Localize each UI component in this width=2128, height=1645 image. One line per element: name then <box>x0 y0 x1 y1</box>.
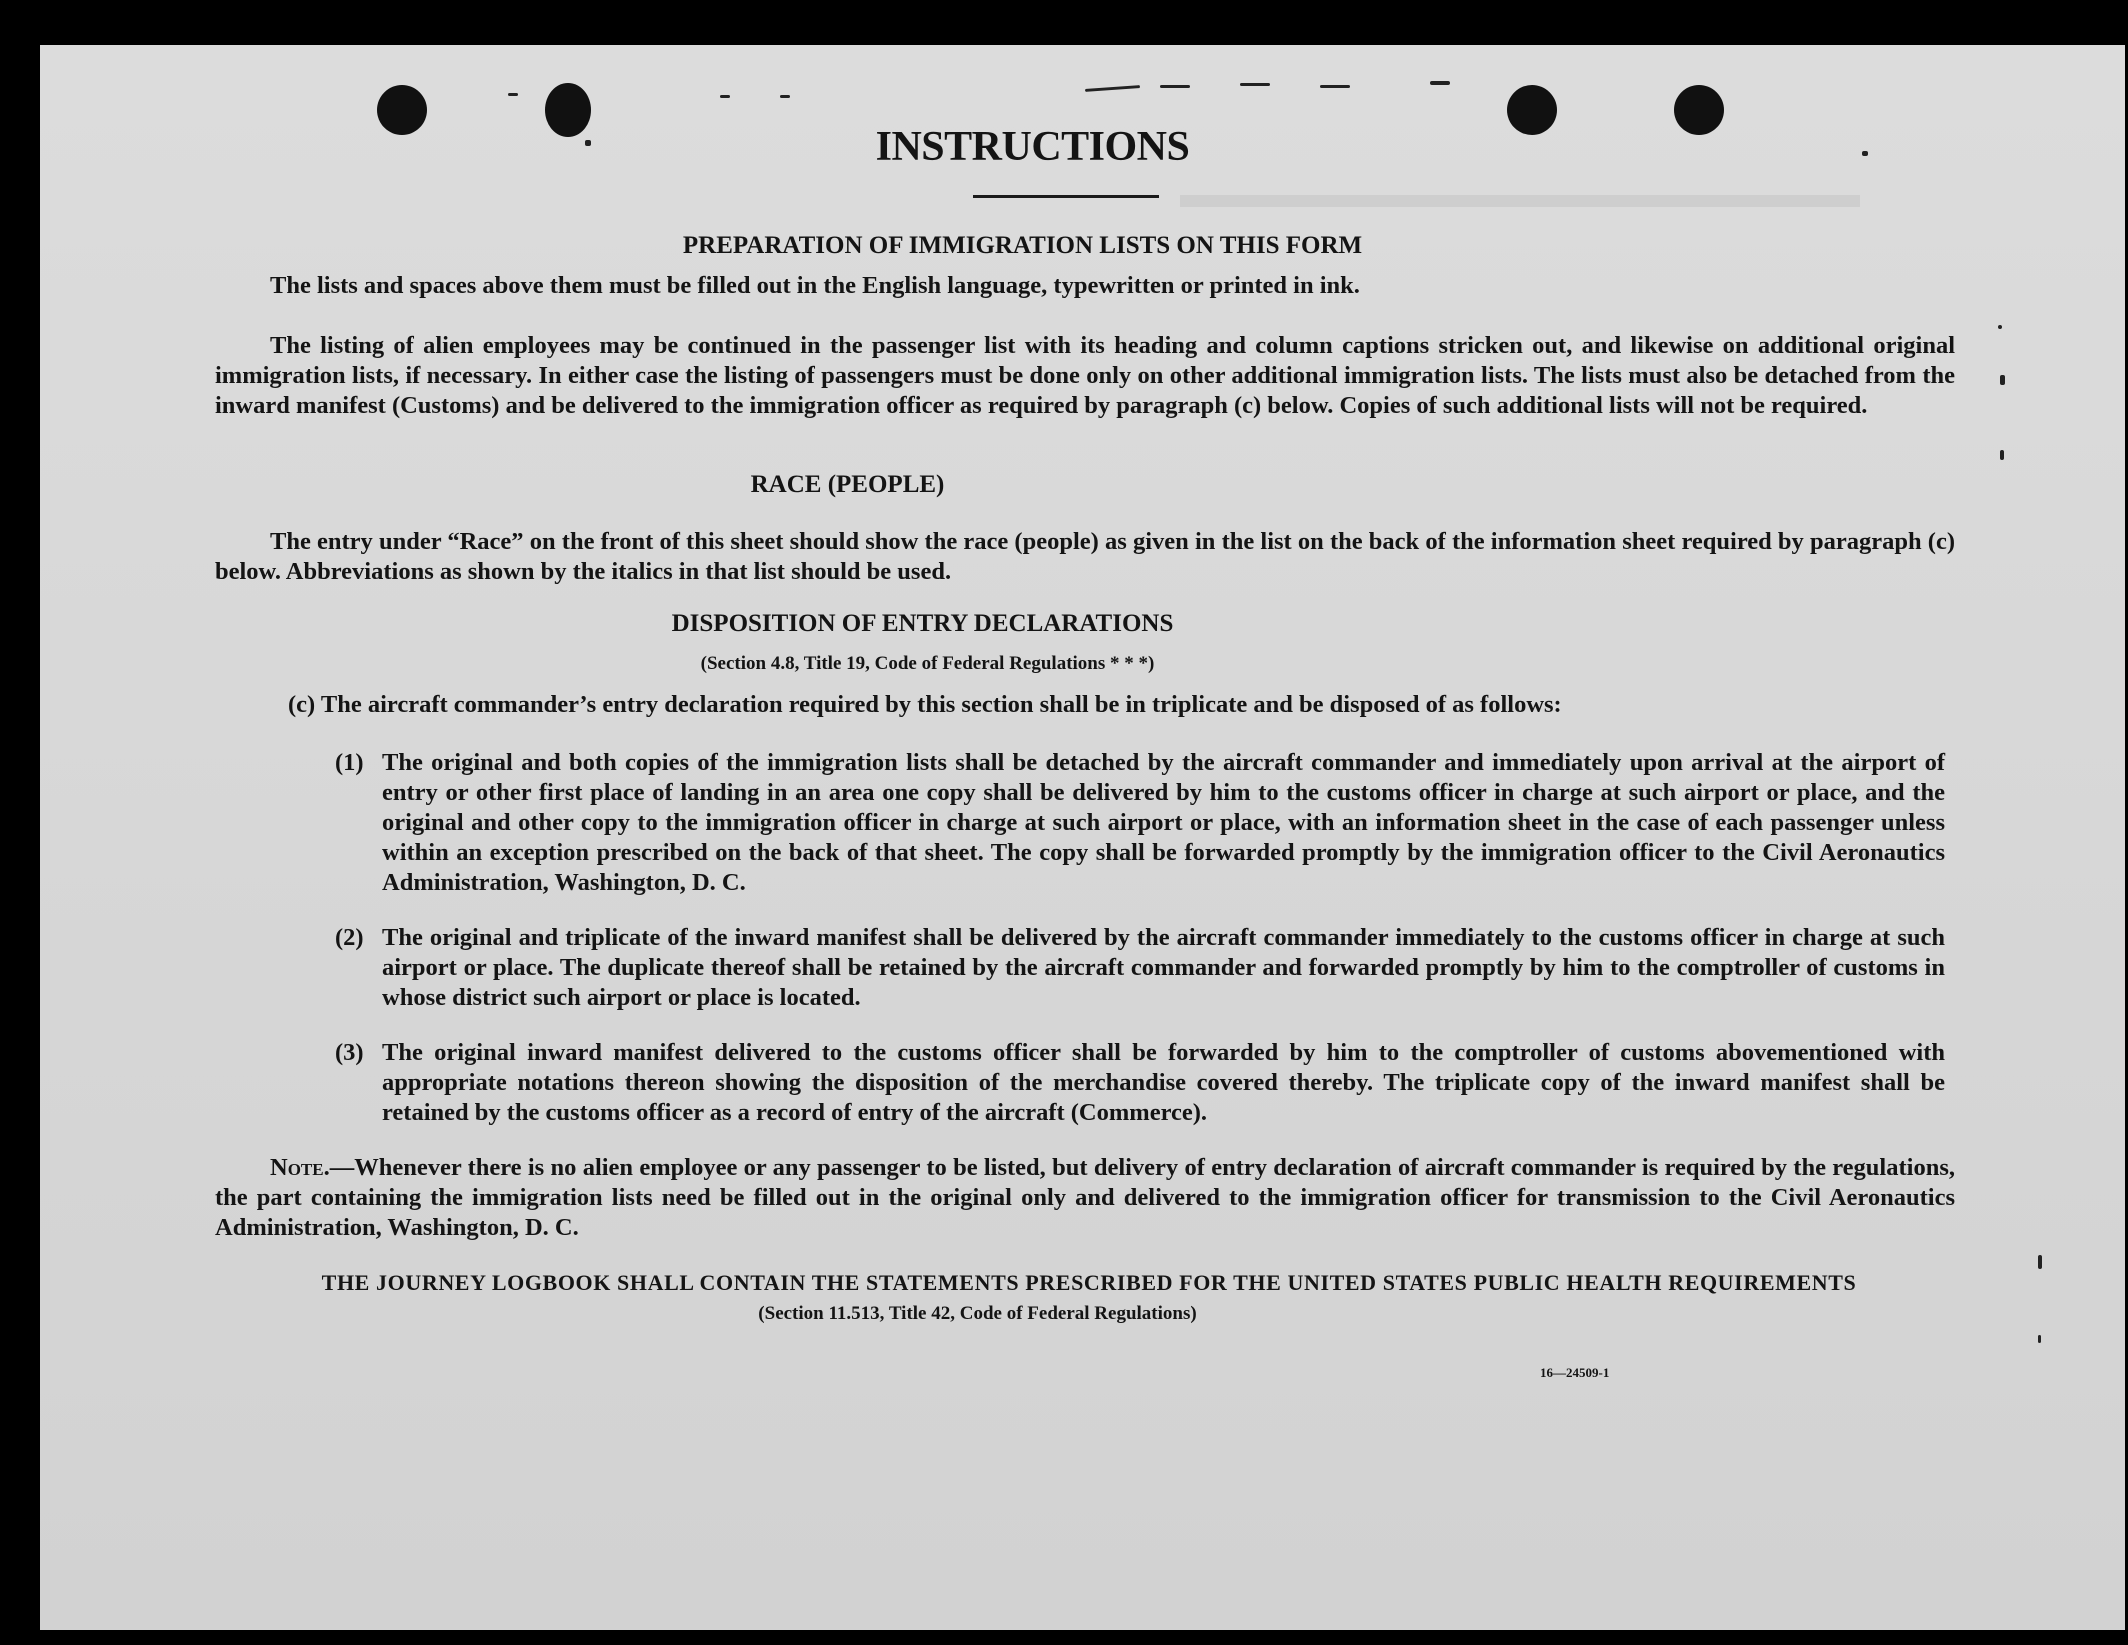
document-page <box>40 45 2125 1630</box>
speck-mark <box>1998 325 2002 329</box>
race-heading: RACE (PEOPLE) <box>750 471 945 498</box>
item-text: The original inward manifest delivered to the customs officer shall be forwarded by him to the comptroller of customs abovementioned with appropriate notations thereon showing the disposition of the merchandise covered thereby. The triplicate copy of the inward manifest shall be retained by the customs officer as a record of entry of the aircraft (Commerce). <box>382 1039 1945 1126</box>
note-paragraph <box>215 1153 1955 1243</box>
speck-mark <box>1320 85 1350 88</box>
race-para: The entry under “Race” on the front of this sheet should show the race (people) as given in the list on the back of the information sheet required by paragraph (c) below. Abbreviations as shown by the italics in that list should be used. <box>215 528 1955 585</box>
item-number: (2) <box>335 924 364 951</box>
preparation-heading: PREPARATION OF IMMIGRATION LISTS ON THIS FORM <box>682 232 1363 259</box>
public-health-requirement: THE JOURNEY LOGBOOK SHALL CONTAIN THE STATEMENTS PRESCRIBED FOR THE UNITED STATES PUBLIC HEALTH REQUIREMENTS <box>321 1270 1857 1295</box>
note-text: —Whenever there is no alien employee or any passenger to be listed, but delivery of entry declaration of aircraft commander is required by the regulations, the part containing the immigration lists need be filled out in the original only and delivered to the immigration officer for transmission to the Civil Aeronautics Administration, Washington, D. C. <box>215 1154 1955 1241</box>
speck-mark <box>2038 1335 2041 1343</box>
page-title: INSTRUCTIONS <box>875 124 1190 170</box>
speck-mark <box>1085 85 1140 92</box>
speck-mark <box>2038 1255 2042 1269</box>
disposition-item <box>335 923 1945 1013</box>
disposition-item <box>335 1038 1945 1128</box>
item-text: The original and triplicate of the inward manifest shall be delivered by the aircraft commander immediately to the customs officer in charge at such airport or place. The duplicate thereof shall be retained by the aircraft commander and forwarded promptly by him to the comptroller of customs in whose district such airport or place is located. <box>382 924 1945 1011</box>
preparation-para-1: The lists and spaces above them must be filled out in the English language, typewritten or printed in ink. <box>270 272 1360 299</box>
disposition-subheading: (Section 4.8, Title 19, Code of Federal Regulations * * *) <box>700 653 1155 674</box>
item-number: (1) <box>335 749 364 776</box>
disposition-item <box>335 748 1945 898</box>
public-health-citation: (Section 11.513, Title 42, Code of Federal Regulations) <box>758 1303 1197 1324</box>
form-code: 16—24509-1 <box>1540 1365 1610 1380</box>
speck-mark <box>508 93 518 96</box>
title-underline <box>973 195 1159 198</box>
preparation-para-2: The listing of alien employees may be continued in the passenger list with its heading and column captions stricken out, and likewise on additional original immigration lists, if necessary. In either case the listing of passengers must be done only on other additional immigration lists. The lists must also be detached from the inward manifest (Customs) and be delivered to the immigration officer as required by paragraph (c) below. Copies of such additional lists will not be required. <box>215 332 1955 419</box>
note-label: Note. <box>270 1154 330 1181</box>
speck-mark <box>2000 375 2005 385</box>
disposition-heading: DISPOSITION OF ENTRY DECLARATIONS <box>671 610 1174 637</box>
speck-mark <box>720 95 730 98</box>
item-text: The original and both copies of the immigration lists shall be detached by the aircraft commander and immediately upon arrival at the airport of entry or other first place of landing in an area one copy shall be delivered by him to the customs officer in charge at such airport or place, and the original and other copy to the immigration officer in charge at such airport or place, with an information sheet in the case of each passenger unless within an exception prescribed on the back of that sheet. The copy shall be forwarded promptly by the immigration officer to the Civil Aeronautics Administration, Washington, D. C. <box>382 749 1945 896</box>
speck-mark <box>1160 85 1190 88</box>
disposition-intro: (c) The aircraft commander’s entry declaration required by this section shall be in triplicate and be disposed of as follows: <box>288 691 1562 718</box>
speck-mark <box>1430 81 1450 85</box>
speck-mark <box>1240 83 1270 86</box>
speck-mark <box>780 95 790 98</box>
item-number: (3) <box>335 1039 364 1066</box>
speck-mark <box>2000 450 2004 460</box>
bleed-through-shadow: ▬▬▬▬▬▬▬▬▬▬▬▬▬▬▬▬▬ <box>1180 171 1860 216</box>
